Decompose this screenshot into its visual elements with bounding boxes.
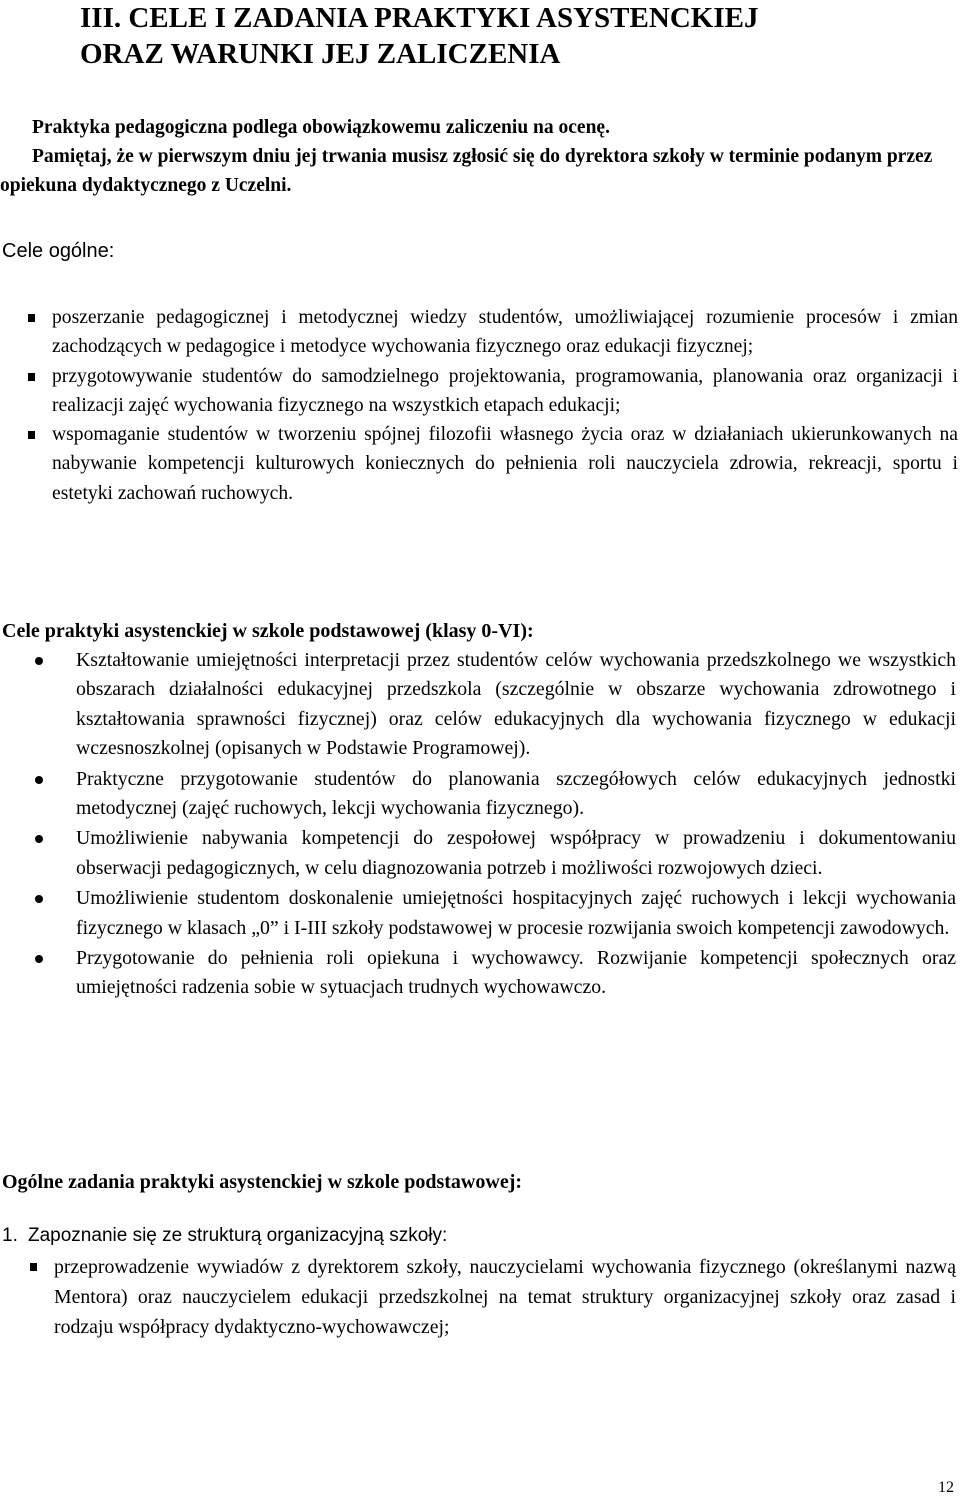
intro-line-1: Praktyka pedagogiczna podlega obowiązkowemu zaliczeniu na ocenę. xyxy=(32,117,610,138)
list-item-text: Umożliwienie nabywania kompetencji do zespołowej współpracy w prowadzeniu i dokumentowaniu obserwacji pedagogicznych, w celu diagnozowania potrzeb i możliwości rozwojowych dzieci. xyxy=(76,827,956,879)
list-item xyxy=(0,944,956,1003)
round-bullet-icon xyxy=(35,657,43,665)
round-bullet-icon xyxy=(35,835,43,843)
list-item xyxy=(0,420,958,508)
list-item-text: przeprowadzenie wywiadów z dyrektorem szkoły, nauczycielami wychowania fizycznego (określanymi nazwą Mentora) oraz nauczycielem edukacji przedszkolnej na temat struktury organizacyjnej szkoły oraz zasad i rodzaju współpracy dydaktyczno-wychowawczej; xyxy=(54,1256,956,1338)
intro-line-2-text: Pamiętaj, że w pierwszym dniu jej trwania musisz zgłosić się do dyrektora szkoły w terminie podanym przez opiekuna dydaktycznego z Uczelni. xyxy=(0,146,933,196)
list-item xyxy=(0,1252,956,1342)
round-bullet-icon xyxy=(35,776,43,784)
list-item-text: Przygotowanie do pełnienia roli opiekuna i wychowawcy. Rozwijanie kompetencji społecznych oraz umiejętności radzenia sobie w sytuacjach trudnych wychowawczo. xyxy=(76,947,956,999)
list-item xyxy=(0,362,958,421)
list-item-text: wspomaganie studentów w tworzeniu spójnej filozofii własnego życia oraz w działaniach ukierunkowanych na nabywanie kompetencji kulturowych koniecznych do pełnienia roli nauczyciela zdrowia, rekreacji, sportu i estetyki zachowań ruchowych. xyxy=(52,424,958,504)
tasks-heading: Ogólne zadania praktyki asystenckiej w szkole podstawowej: xyxy=(2,1171,523,1193)
title-line-1: III. CELE I ZADANIA PRAKTYKI ASYSTENCKIEJ xyxy=(80,2,759,34)
list-item-text: Kształtowanie umiejętności interpretacji przez studentów celów wychowania przedszkolnego we wszystkich obszarach działalności edukacyjnej przedszkola (szczególnie w obszarze wychowania zdrowotnego i kształtowania sprawności fizycznej) oraz celów edukacyjnych dla wychowania fizycznego w edukacji wczesnoszkolnej (opisanych w Podstawie Programowej). xyxy=(76,649,956,760)
title-line-2: ORAZ WARUNKI JEJ ZALICZENIA xyxy=(80,38,561,70)
round-bullet-icon xyxy=(35,895,43,903)
general-goals-heading: Cele ogólne: xyxy=(2,240,115,262)
list-item-text: przygotowywanie studentów do samodzielnego projektowania, programowania, planowania oraz organizacji i realizacji zajęć wychowania fizycznego na wszystkich etapach edukacji; xyxy=(52,365,958,416)
page-title xyxy=(80,0,950,72)
practice-goals-list xyxy=(0,646,956,1004)
list-item xyxy=(0,884,956,943)
list-item xyxy=(0,765,956,824)
task-number: 1. xyxy=(2,1225,18,1246)
practice-goals-heading: Cele praktyki asystenckiej w szkole podstawowej (klasy 0-VI): xyxy=(2,620,534,642)
list-item xyxy=(0,303,958,362)
page-number: 12 xyxy=(938,1479,954,1496)
list-item-text: poszerzanie pedagogicznej i metodycznej wiedzy studentów, umożliwiającej rozumienie procesów i zmian zachodzących w pedagogice i metodyce wychowania fizycznego oraz edukacji fizycznej; xyxy=(52,307,958,358)
intro-paragraph xyxy=(0,113,958,200)
round-bullet-icon xyxy=(35,955,43,963)
list-item-text: Umożliwienie studentom doskonalenie umiejętności hospitacyjnych zajęć ruchowych i lekcji wychowania fizycznego w klasach „0” i I-III szkoły podstawowej w procesie rozwijania swoich kompetencji zawodowych. xyxy=(76,887,956,939)
list-item-text: Praktyczne przygotowanie studentów do planowania szczegółowych celów edukacyjnych jednostki metodycznej (zajęć ruchowych, lekcji wychowania fizycznego). xyxy=(76,767,956,820)
square-bullet-icon xyxy=(30,1263,37,1271)
intro-line-2 xyxy=(0,142,958,200)
square-bullet-icon xyxy=(28,373,35,381)
task-items-list xyxy=(0,1252,956,1342)
list-item xyxy=(0,646,956,764)
list-item xyxy=(0,824,956,883)
numbered-task-heading xyxy=(2,1222,447,1250)
task-label: Zapoznanie się ze strukturą organizacyjną szkoły: xyxy=(28,1225,448,1246)
general-goals-list xyxy=(0,303,958,508)
square-bullet-icon xyxy=(28,314,35,322)
square-bullet-icon xyxy=(28,431,35,439)
